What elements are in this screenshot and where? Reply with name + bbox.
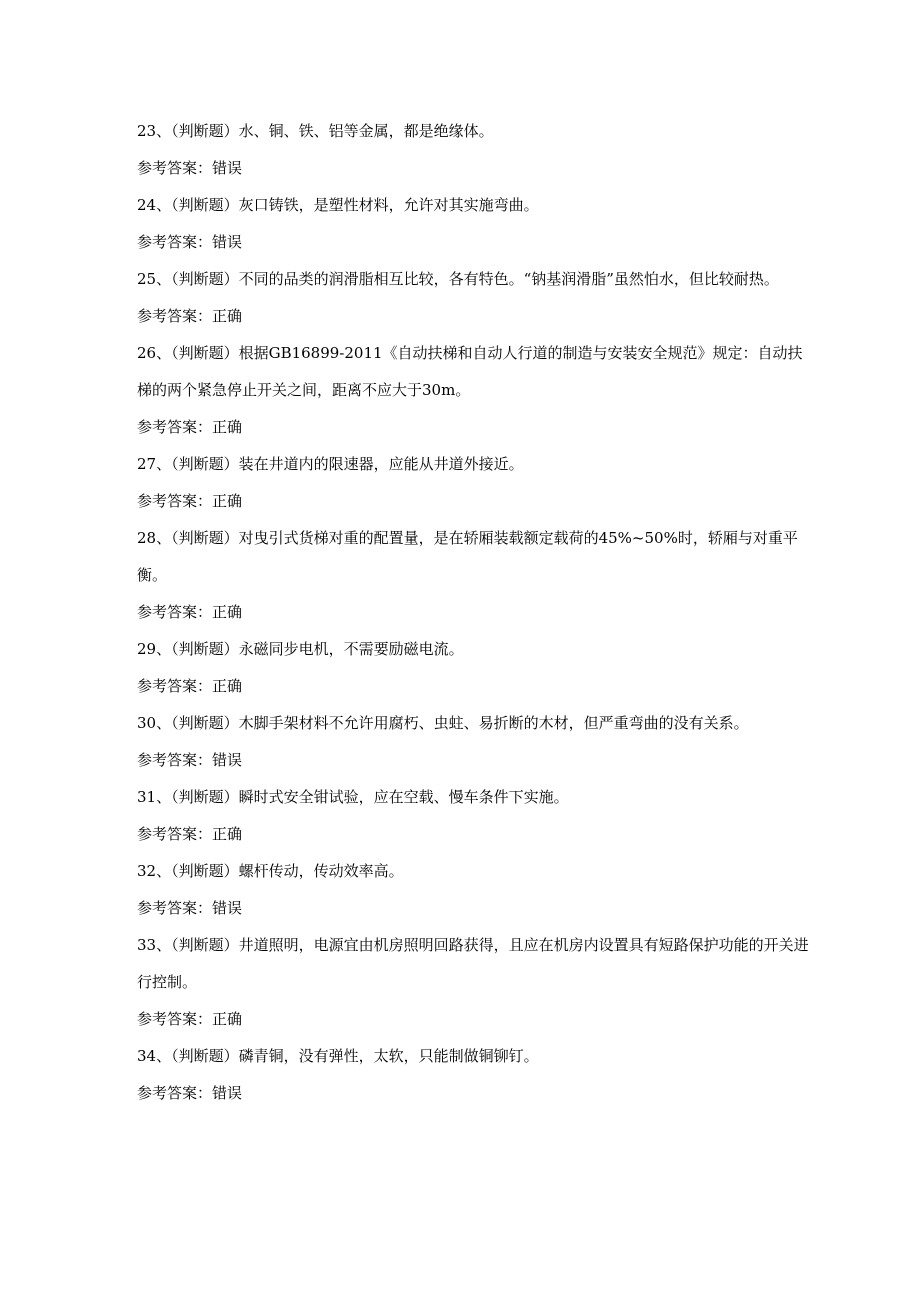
answer-text: 参考答案：正确 bbox=[137, 307, 243, 325]
answer-text: 参考答案：正确 bbox=[137, 492, 243, 510]
answer-text: 参考答案：错误 bbox=[137, 899, 243, 917]
question-text: 28、（判断题）对曳引式货梯对重的配置量，是在轿厢装载额定载荷的45%~50%时，轿厢与对重平衡。 bbox=[137, 529, 798, 584]
question-block bbox=[137, 853, 817, 927]
answer-text: 参考答案：错误 bbox=[137, 233, 243, 251]
question-block bbox=[137, 335, 817, 446]
question-text: 33、（判断题）井道照明，电源宜由机房照明回路获得，且应在机房内设置具有短路保护功能的开关进行控制。 bbox=[137, 936, 809, 991]
question-text: 30、（判断题）木脚手架材料不允许用腐朽、虫蛀、易折断的木材，但严重弯曲的没有关系。 bbox=[137, 714, 749, 732]
answer-text: 参考答案：正确 bbox=[137, 677, 243, 695]
question-block bbox=[137, 631, 817, 705]
question-block bbox=[137, 113, 817, 187]
question-block bbox=[137, 446, 817, 520]
question-text: 24、（判断题）灰口铸铁，是塑性材料，允许对其实施弯曲。 bbox=[137, 196, 539, 214]
question-block bbox=[137, 1038, 817, 1112]
question-text: 29、（判断题）永磁同步电机，不需要励磁电流。 bbox=[137, 640, 464, 658]
answer-text: 参考答案：错误 bbox=[137, 159, 243, 177]
question-text: 23、（判断题）水、铜、铁、铝等金属，都是绝缘体。 bbox=[137, 122, 494, 140]
answer-text: 参考答案：正确 bbox=[137, 825, 243, 843]
question-text: 26、（判断题）根据GB16899-2011《自动扶梯和自动人行道的制造与安装安全规范》规定：自动扶梯的两个紧急停止开关之间，距离不应大于30m。 bbox=[137, 344, 803, 399]
document-page bbox=[137, 113, 817, 1112]
answer-text: 参考答案：错误 bbox=[137, 1084, 243, 1102]
question-block bbox=[137, 187, 817, 261]
question-text: 27、（判断题）装在井道内的限速器，应能从井道外接近。 bbox=[137, 455, 524, 473]
question-text: 32、（判断题）螺杆传动，传动效率高。 bbox=[137, 862, 404, 880]
question-text: 31、（判断题）瞬时式安全钳试验，应在空载、慢车条件下实施。 bbox=[137, 788, 569, 806]
question-block bbox=[137, 261, 817, 335]
question-block bbox=[137, 779, 817, 853]
question-text: 34、（判断题）磷青铜，没有弹性，太软，只能制做铜铆钉。 bbox=[137, 1047, 539, 1065]
question-block bbox=[137, 927, 817, 1038]
answer-text: 参考答案：正确 bbox=[137, 603, 243, 621]
answer-text: 参考答案：正确 bbox=[137, 1010, 243, 1028]
question-text: 25、（判断题）不同的品类的润滑脂相互比较，各有特色。“钠基润滑脂”虽然怕水，但比较耐热。 bbox=[137, 270, 779, 288]
answer-text: 参考答案：正确 bbox=[137, 418, 243, 436]
answer-text: 参考答案：错误 bbox=[137, 751, 243, 769]
question-block bbox=[137, 705, 817, 779]
question-block bbox=[137, 520, 817, 631]
